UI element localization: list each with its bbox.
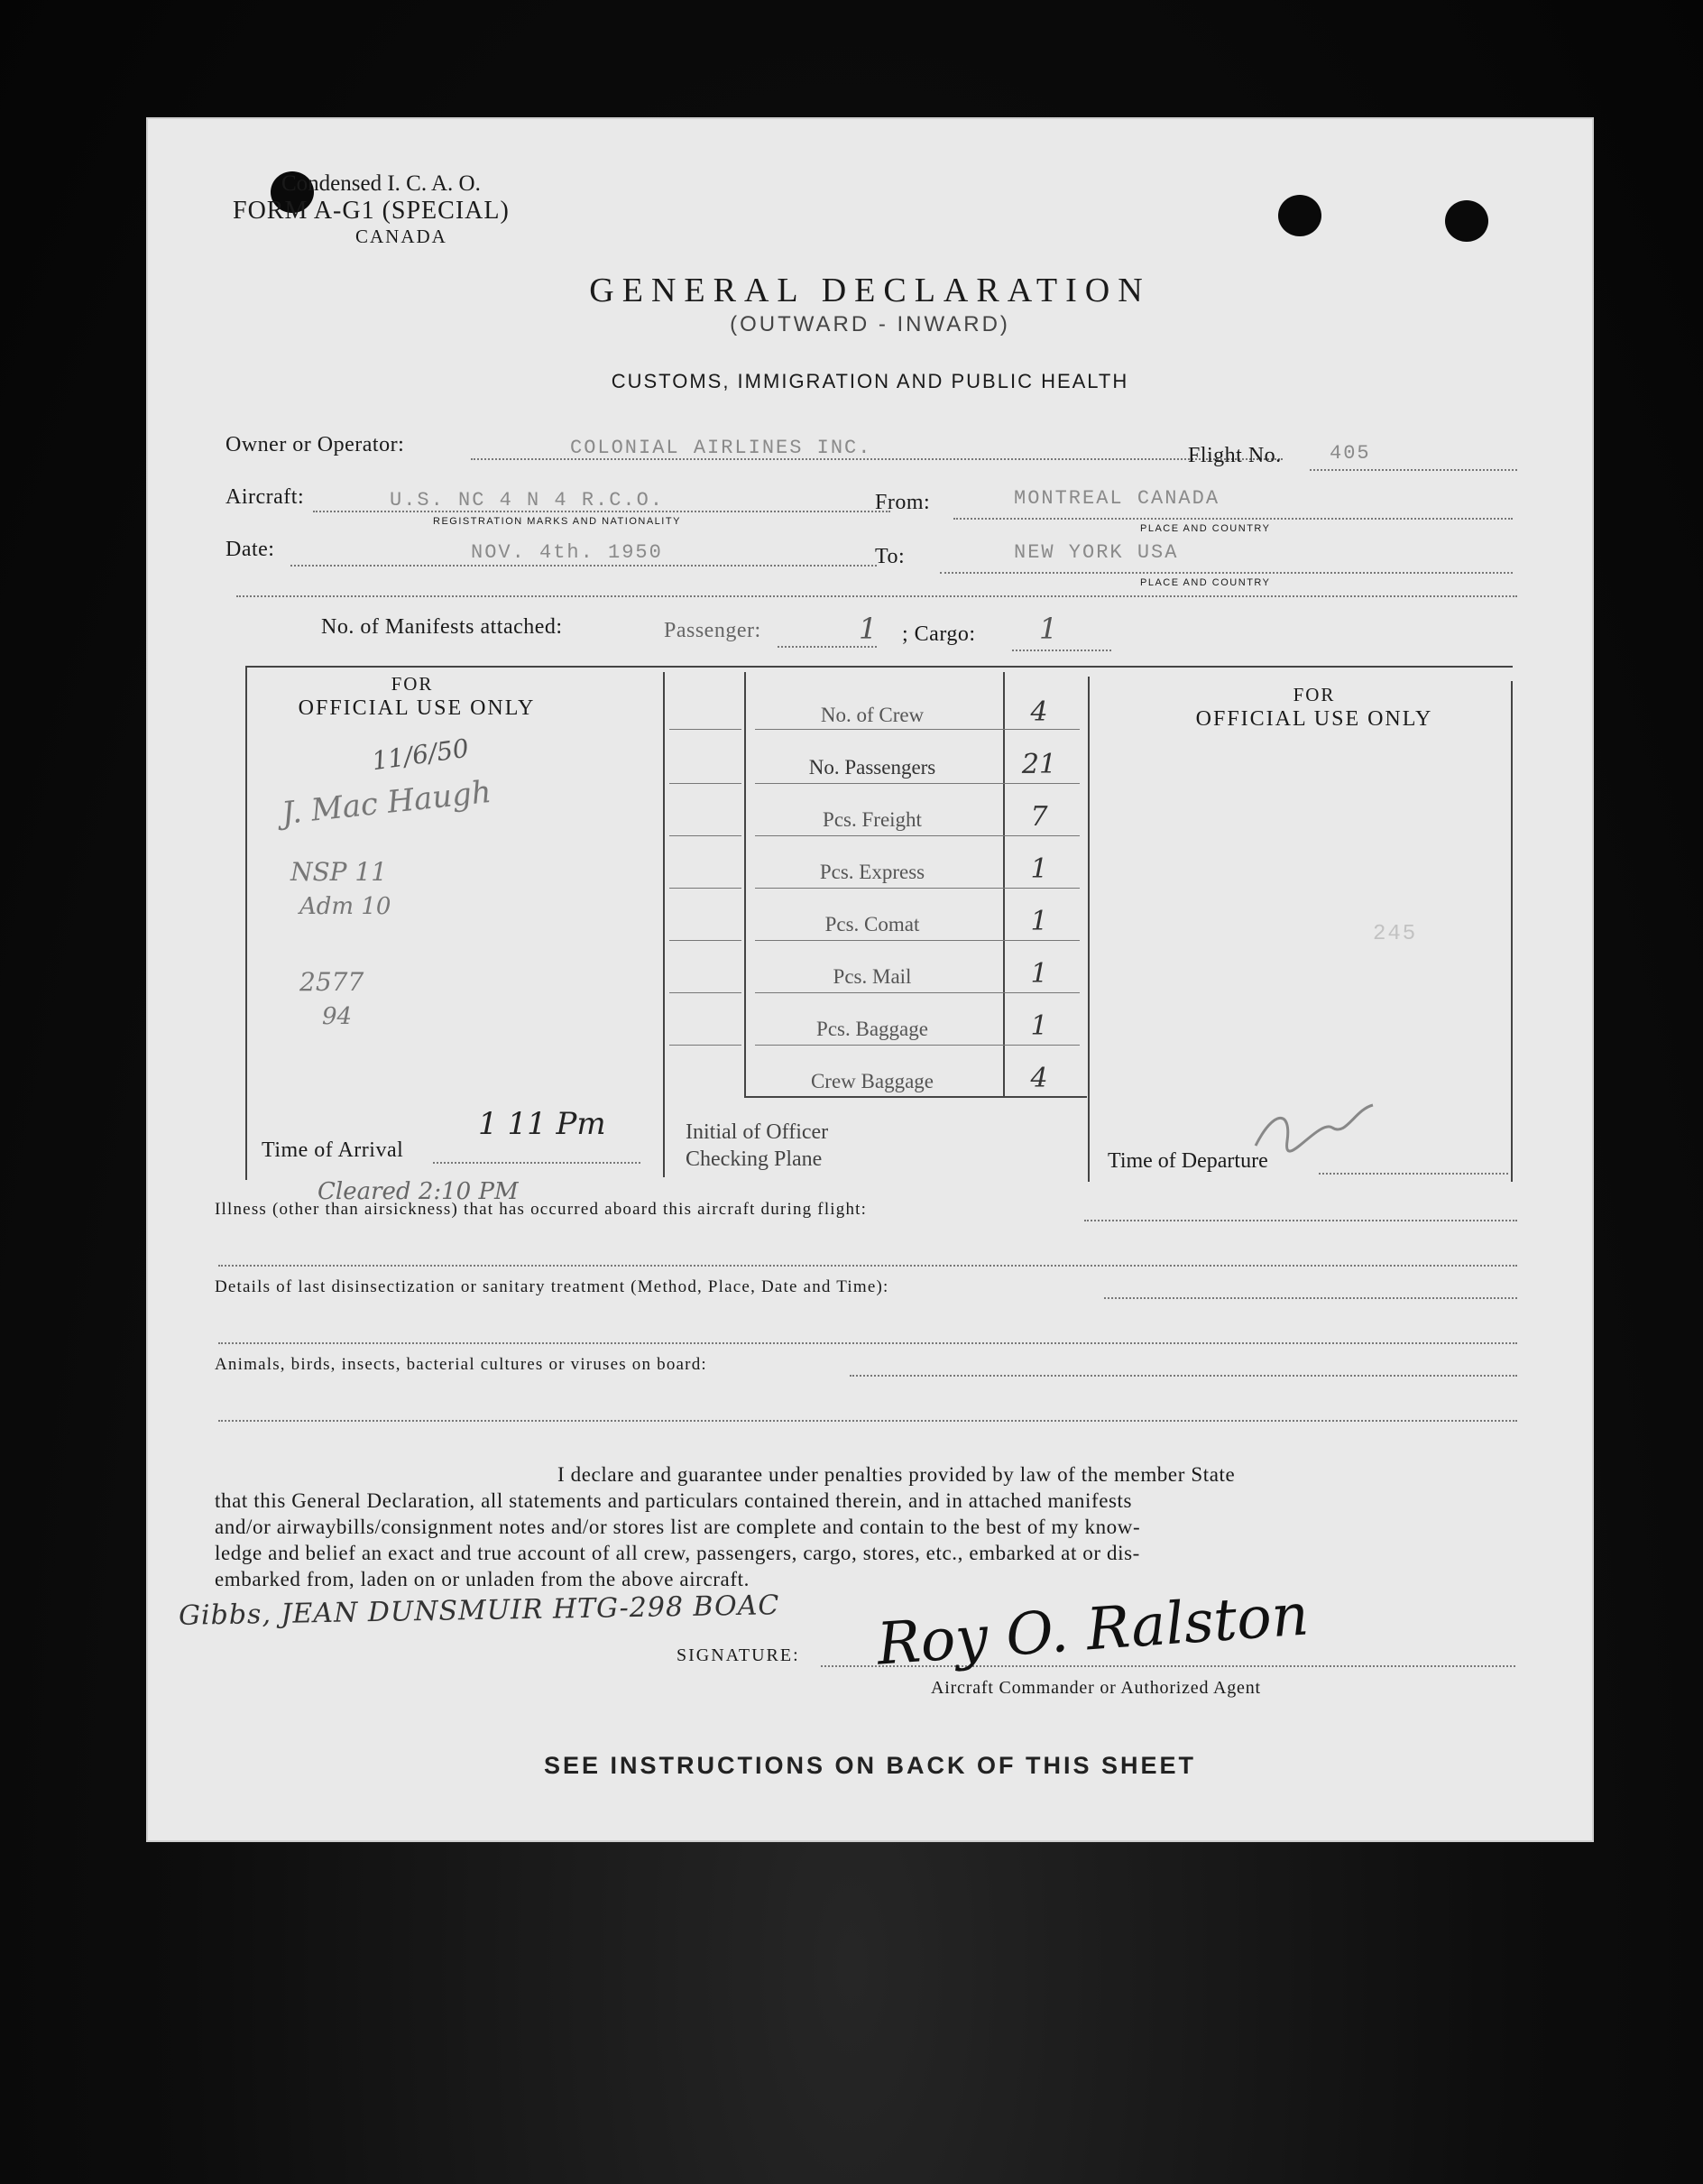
punch-hole-right-1 [1278, 195, 1321, 236]
to-label: To: [875, 545, 906, 568]
page-subtitle: (OUTWARD - INWARD) [730, 312, 1010, 336]
row-label-baggage: Pcs. Baggage [816, 1018, 928, 1040]
owner-value: COLONIAL AIRLINES INC. [570, 437, 872, 459]
agencies-line: CUSTOMS, IMMIGRATION AND PUBLIC HEALTH [611, 370, 1129, 392]
aircraft-value: U.S. NC 4 N 4 R.C.O. [390, 489, 665, 511]
flight-value: 405 [1330, 442, 1371, 465]
handwritten-note-4: 94 [322, 1003, 353, 1030]
left-official-title: OFFICIAL USE ONLY [298, 696, 536, 720]
time-of-arrival-label: Time of Arrival [262, 1138, 404, 1162]
initial-officer-line1: Initial of Officer [686, 1120, 829, 1144]
page-title: GENERAL DECLARATION [589, 272, 1151, 309]
manifests-label: No. of Manifests attached: [321, 615, 563, 639]
initial-officer-line2: Checking Plane [686, 1147, 823, 1171]
animals-question: Animals, birds, insects, bacterial cultures or viruses on board: [215, 1355, 707, 1374]
form-header-country: CANADA [355, 226, 447, 247]
handwritten-annotation: Gibbs, JEAN DUNSMUIR HTG-298 BOAC [178, 1590, 780, 1632]
row-value-comat: 1 [1030, 906, 1048, 937]
handwritten-note-3: 2577 [299, 967, 364, 997]
row-value-express: 1 [1030, 853, 1048, 885]
row-label-crew: No. of Crew [820, 704, 925, 726]
owner-label: Owner or Operator: [226, 433, 405, 456]
date-label: Date: [226, 538, 275, 561]
row-value-freight: 7 [1030, 801, 1048, 833]
declaration-line-2: that this General Declaration, all statements and particulars contained therein, and in attached manifests [215, 1489, 1133, 1512]
to-value: NEW YORK USA [1014, 541, 1179, 564]
time-of-departure-label: Time of Departure [1108, 1149, 1268, 1173]
flight-label: Flight No. [1188, 444, 1282, 467]
declaration-line-3: and/or airwaybills/consignment notes and/or stores list are complete and contain to the best of my know- [215, 1516, 1141, 1538]
time-of-arrival-value: 1 11 Pm [478, 1106, 606, 1142]
cargo-value: 1 [1039, 612, 1058, 646]
from-value: MONTREAL CANADA [1014, 487, 1220, 510]
from-label: From: [875, 491, 931, 514]
departure-initials-scribble [1247, 1092, 1391, 1164]
declaration-line-5: embarked from, laden on or unladen from the above aircraft. [215, 1568, 750, 1590]
row-value-mail: 1 [1030, 958, 1048, 990]
general-declaration-form [146, 117, 1594, 1842]
signature-value: Roy O. Ralston [875, 1581, 1312, 1679]
faint-stamp-mark: 245 [1373, 922, 1418, 946]
passenger-label: Passenger: [664, 619, 761, 642]
row-label-crew-baggage: Crew Baggage [810, 1070, 934, 1092]
form-header-line2: FORM A-G1 (SPECIAL) [233, 197, 510, 225]
row-label-comat: Pcs. Comat [824, 913, 920, 935]
row-value-crew-baggage: 4 [1030, 1063, 1048, 1094]
row-value-baggage: 1 [1030, 1010, 1048, 1042]
right-official-for: FOR [1293, 684, 1336, 705]
to-caption: PLACE AND COUNTRY [1140, 577, 1271, 588]
from-caption: PLACE AND COUNTRY [1140, 523, 1271, 534]
disinsection-question: Details of last disinsectization or sanitary treatment (Method, Place, Date and Time): [215, 1277, 889, 1296]
signature-label: SIGNATURE: [677, 1645, 800, 1665]
left-official-for: FOR [391, 673, 434, 695]
punch-hole-right-2 [1445, 200, 1488, 242]
cargo-label: ; Cargo: [902, 622, 976, 646]
aircraft-caption: REGISTRATION MARKS AND NATIONALITY [433, 516, 681, 527]
handwritten-note-2: Adm 10 [299, 893, 391, 920]
row-label-mail: Pcs. Mail [833, 965, 912, 988]
aircraft-label: Aircraft: [226, 485, 305, 509]
row-value-passengers: 21 [1021, 749, 1057, 780]
illness-question: Illness (other than airsickness) that has occurred aboard this aircraft during flight: [215, 1200, 868, 1219]
declaration-line-1: I declare and guarantee under penalties provided by law of the member State [557, 1463, 1236, 1486]
signature-caption: Aircraft Commander or Authorized Agent [931, 1678, 1261, 1698]
row-label-freight: Pcs. Freight [823, 808, 922, 831]
row-value-crew: 4 [1030, 696, 1048, 728]
form-header-line1: Condensed I. C. A. O. [281, 171, 481, 196]
handwritten-officer: J. Mac Haugh [280, 773, 493, 833]
declaration-line-4: ledge and belief an exact and true account of all crew, passengers, cargo, stores, etc., embarked at or dis- [215, 1542, 1140, 1564]
row-label-passengers: No. Passengers [808, 756, 936, 779]
passenger-value: 1 [859, 612, 878, 646]
right-official-title: OFFICIAL USE ONLY [1195, 707, 1433, 731]
cleared-note: Cleared 2:10 PM [318, 1178, 519, 1205]
handwritten-note-1: NSP 11 [290, 857, 388, 887]
row-label-express: Pcs. Express [819, 861, 925, 883]
handwritten-date: 11/6/50 [370, 733, 471, 777]
footer-instructions: SEE INSTRUCTIONS ON BACK OF THIS SHEET [543, 1752, 1197, 1779]
date-value: NOV. 4th. 1950 [471, 541, 663, 564]
